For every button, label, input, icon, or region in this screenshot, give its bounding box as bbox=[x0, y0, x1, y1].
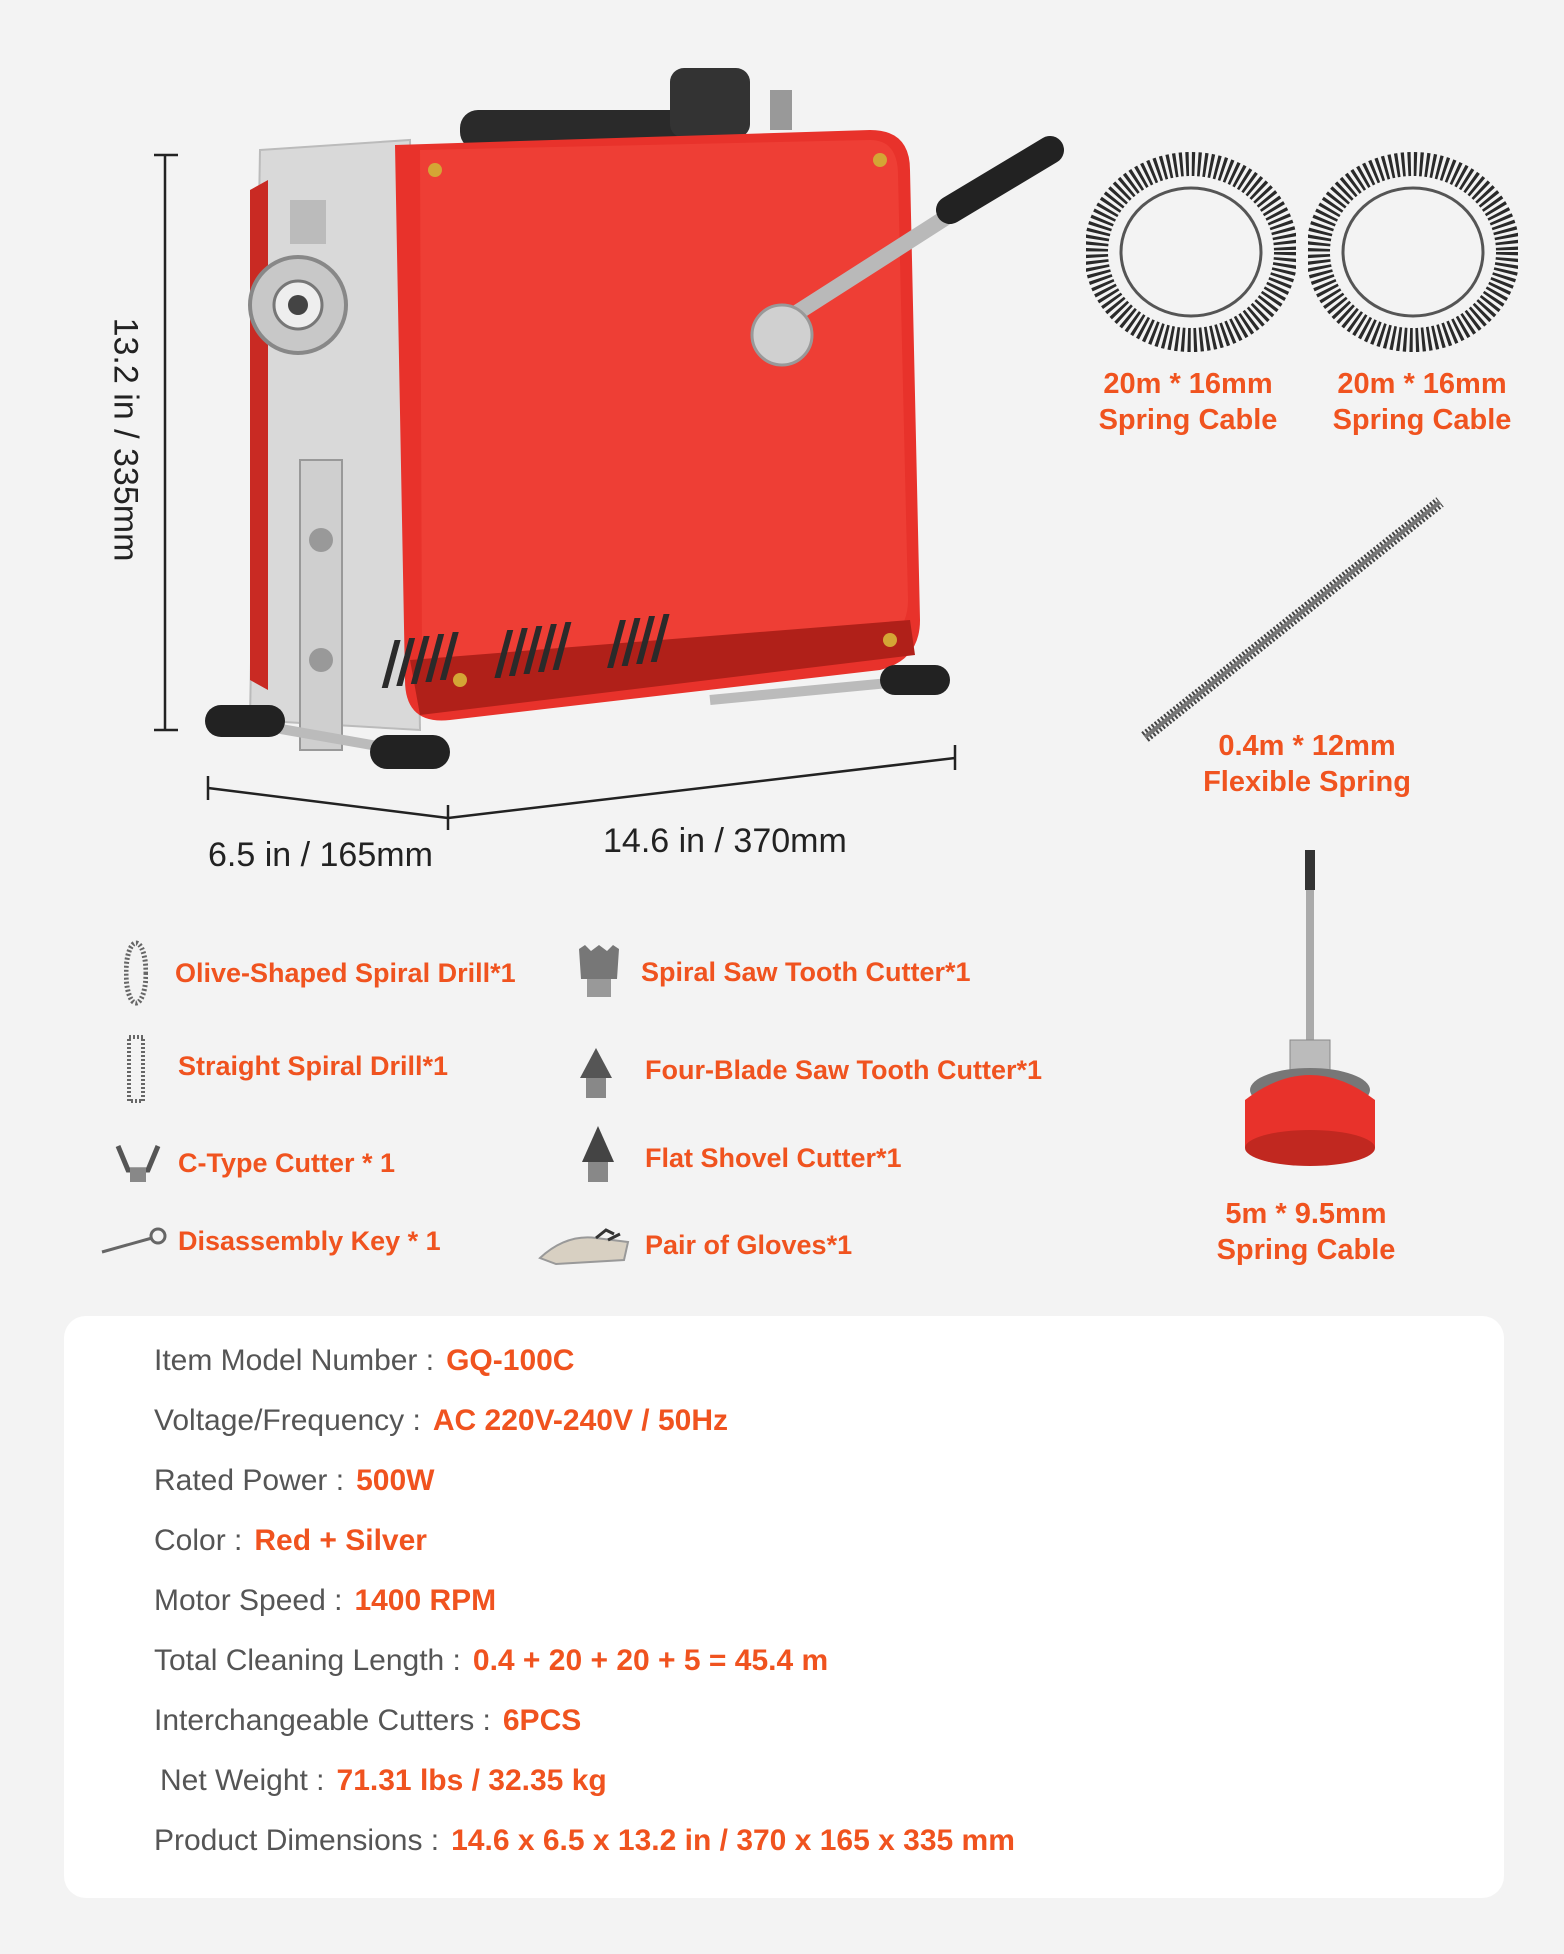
width-dimension-label: 14.6 in / 370mm bbox=[603, 822, 847, 860]
depth-dimension-label: 6.5 in / 165mm bbox=[208, 836, 433, 874]
cable-size: 20m * 16mm bbox=[1103, 368, 1273, 400]
spec-label: Interchangeable Cutters : bbox=[154, 1704, 491, 1737]
spec-row-weight bbox=[160, 1764, 607, 1798]
flat-shovel-cutter-icon bbox=[578, 1124, 618, 1186]
spec-row-power bbox=[154, 1464, 434, 1498]
cable-type: Flexible Spring bbox=[1203, 766, 1411, 798]
spec-label: Product Dimensions : bbox=[154, 1824, 440, 1857]
spec-row-cleaning-length bbox=[154, 1644, 828, 1678]
cable-size: 0.4m * 12mm bbox=[1218, 730, 1396, 762]
c-type-cutter-icon bbox=[114, 1140, 162, 1186]
cable-label-3 bbox=[1196, 728, 1418, 800]
spec-value: Red + Silver bbox=[254, 1524, 427, 1557]
olive-spiral-drill-icon bbox=[124, 938, 148, 1008]
spec-row-model bbox=[154, 1344, 574, 1378]
accessory-label: Straight Spiral Drill*1 bbox=[178, 1051, 449, 1081]
accessory-label: Spiral Saw Tooth Cutter*1 bbox=[641, 957, 971, 987]
cable-size: 5m * 9.5mm bbox=[1225, 1198, 1387, 1230]
spiral-saw-tooth-cutter-icon bbox=[575, 943, 623, 1001]
disassembly-key-icon bbox=[100, 1226, 170, 1256]
flexible-spring-icon bbox=[1135, 492, 1455, 752]
spec-value: GQ-100C bbox=[446, 1344, 575, 1377]
accessory-label: Four-Blade Saw Tooth Cutter*1 bbox=[645, 1055, 1043, 1085]
straight-spiral-drill-icon bbox=[126, 1035, 146, 1103]
cable-type: Spring Cable bbox=[1098, 404, 1278, 436]
accessory-label: Disassembly Key * 1 bbox=[178, 1226, 441, 1256]
spec-label: Total Cleaning Length : bbox=[154, 1644, 461, 1677]
height-dimension-label: 13.2 in / 335mm bbox=[106, 317, 145, 562]
spec-value: 0.4 + 20 + 20 + 5 = 45.4 m bbox=[472, 1644, 829, 1677]
spec-row-voltage bbox=[154, 1404, 728, 1438]
spec-label: Item Model Number : bbox=[154, 1344, 435, 1377]
spec-label: Color : bbox=[154, 1524, 243, 1557]
spec-row-dimensions bbox=[154, 1824, 1015, 1858]
cable-label-1 bbox=[1088, 366, 1288, 438]
cable-type: Spring Cable bbox=[1332, 404, 1512, 436]
accessory-label: Olive-Shaped Spiral Drill*1 bbox=[175, 958, 516, 988]
accessory-label: C-Type Cutter * 1 bbox=[178, 1148, 396, 1178]
spec-value: AC 220V-240V / 50Hz bbox=[432, 1404, 729, 1437]
cable-label-4 bbox=[1206, 1196, 1406, 1268]
cable-size: 20m * 16mm bbox=[1337, 368, 1507, 400]
cable-type: Spring Cable bbox=[1216, 1234, 1396, 1266]
accessory-label: Pair of Gloves*1 bbox=[645, 1230, 853, 1260]
gloves-icon bbox=[536, 1228, 632, 1268]
spec-value: 14.6 x 6.5 x 13.2 in / 370 x 165 x 335 mm bbox=[451, 1824, 1015, 1857]
spec-label: Motor Speed : bbox=[154, 1584, 343, 1617]
spec-label: Voltage/Frequency : bbox=[154, 1404, 421, 1437]
spec-value: 6PCS bbox=[502, 1704, 582, 1737]
spring-cable-coil-icon bbox=[1086, 152, 1296, 352]
dimension-lines bbox=[140, 140, 980, 840]
four-blade-cutter-icon bbox=[574, 1046, 618, 1102]
spec-label: Rated Power : bbox=[154, 1464, 345, 1497]
cable-label-2 bbox=[1322, 366, 1522, 438]
spec-value: 500W bbox=[356, 1464, 435, 1497]
spring-cable-coil-icon bbox=[1308, 152, 1518, 352]
spec-row-motor-speed bbox=[154, 1584, 496, 1618]
specifications-panel bbox=[64, 1316, 1504, 1898]
spec-row-cutters bbox=[154, 1704, 581, 1738]
accessory-label: Flat Shovel Cutter*1 bbox=[645, 1143, 902, 1173]
spec-value: 1400 RPM bbox=[354, 1584, 497, 1617]
spring-cable-with-cup-icon bbox=[1235, 850, 1385, 1175]
spec-label: Net Weight : bbox=[160, 1764, 325, 1797]
spec-value: 71.31 lbs / 32.35 kg bbox=[336, 1764, 607, 1797]
spec-row-color bbox=[154, 1524, 427, 1558]
